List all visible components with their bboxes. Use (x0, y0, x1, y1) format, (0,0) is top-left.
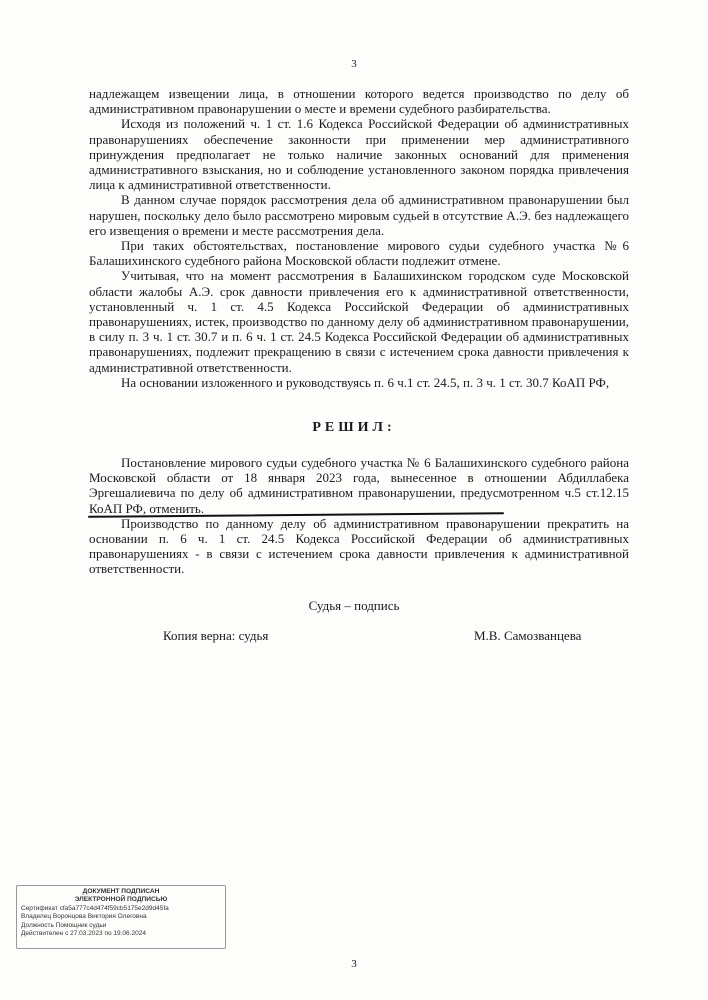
stamp-owner: Владелец Воронцова Виктория Олеговна (21, 913, 147, 921)
paragraph-3: В данном случае порядок рассмотрения дела об административном правонарушении был нарушен, поскольку дело было рассмотрено мировым судьей в отсутствие А.Э. без надлежащего его извещения о времени и месте рассмотрения дела. (89, 192, 629, 238)
resolution-paragraph-1: Постановление мирового судьи судебного участка № 6 Балашихинского судебного района Московской области от 18 января 2023 года, вынесенное в отношении Абдиллабека Эргешалиевича по делу об административном правонарушении, предусмотренном ч.5 ст.12.15 КоАП РФ, отменить. (89, 455, 629, 516)
body-text (89, 86, 629, 390)
resolution-paragraph-2: Производство по данному делу об административном правонарушении прекратить на основании п. 6 ч. 1 ст. 24.5 Кодекса Российской Федерации об административных правонарушениях - в связи с истечением срока давности привлечения к административной ответственности. (89, 515, 629, 577)
stamp-title-line2: ЭЛЕКТРОННОЙ ПОДПИСЬЮ (74, 896, 168, 904)
paragraph-4: При таких обстоятельствах, постановление мирового судьи судебного участка №6 Балашихинского судебного района Московской области подлежит отмене. (89, 238, 629, 269)
electronic-signature-stamp (16, 885, 226, 949)
judge-name: М.В. Самозванцева (474, 628, 582, 643)
stamp-certificate: Сертификат cfa5a777c4d474f59cb5175e2d9d45fa (21, 904, 169, 912)
stamp-position: Должность Помощник судьи (21, 921, 107, 929)
page-number-top: 3 (351, 58, 357, 70)
stamp-title-line1: ДОКУМЕНТ ПОДПИСАН (82, 888, 160, 895)
copy-true-label: Копия верна: судья (163, 628, 269, 643)
stamp-valid: Действителен с 27.03.2023 по 19.06.2024 (21, 930, 146, 938)
paragraph-1: надлежащем извещении лица, в отношении которого ведется производство по делу об административном правонарушении о месте и времени судебного разбирательства. (89, 86, 629, 117)
judge-signed-label: Судья – подпись (308, 598, 400, 613)
paragraph-6: На основании изложенного и руководствуясь п. 6 ч.1 ст. 24.5, п. 3 ч. 1 ст. 30.7 КоАП РФ, (121, 374, 610, 390)
paragraph-5: Учитывая, что на момент рассмотрения в Балашихинском городском суде Московской области жалобы А.Э. срок давности привлечения его к административной ответственности, установленный ч. 1 ст. 4.5 Кодекса Российской Федерации об административных правонарушениях, истек, производство по данному делу об административном правонарушении, в силу п. 3 ч. 1 ст. 30.7 и п. 6 ч. 1 ст. 24.5 Кодекса Российской Федерации об административных правонарушениях, подлежит прекращению в связи с истечением срока давности привлечения к административной ответственности. (89, 268, 629, 375)
resolved-heading: РЕШИЛ: (312, 420, 396, 435)
paragraph-2: Исходя из положений ч. 1 ст. 1.6 Кодекса Российской Федерации об административных правонарушениях обеспечение законности при применении мер административного принуждения предполагает не только наличие законных оснований для применения административного взыскания, но и соблюдение установленного законом порядка привлечения лица к административной ответственности. (89, 116, 629, 193)
page-number-bottom: 3 (351, 958, 357, 970)
